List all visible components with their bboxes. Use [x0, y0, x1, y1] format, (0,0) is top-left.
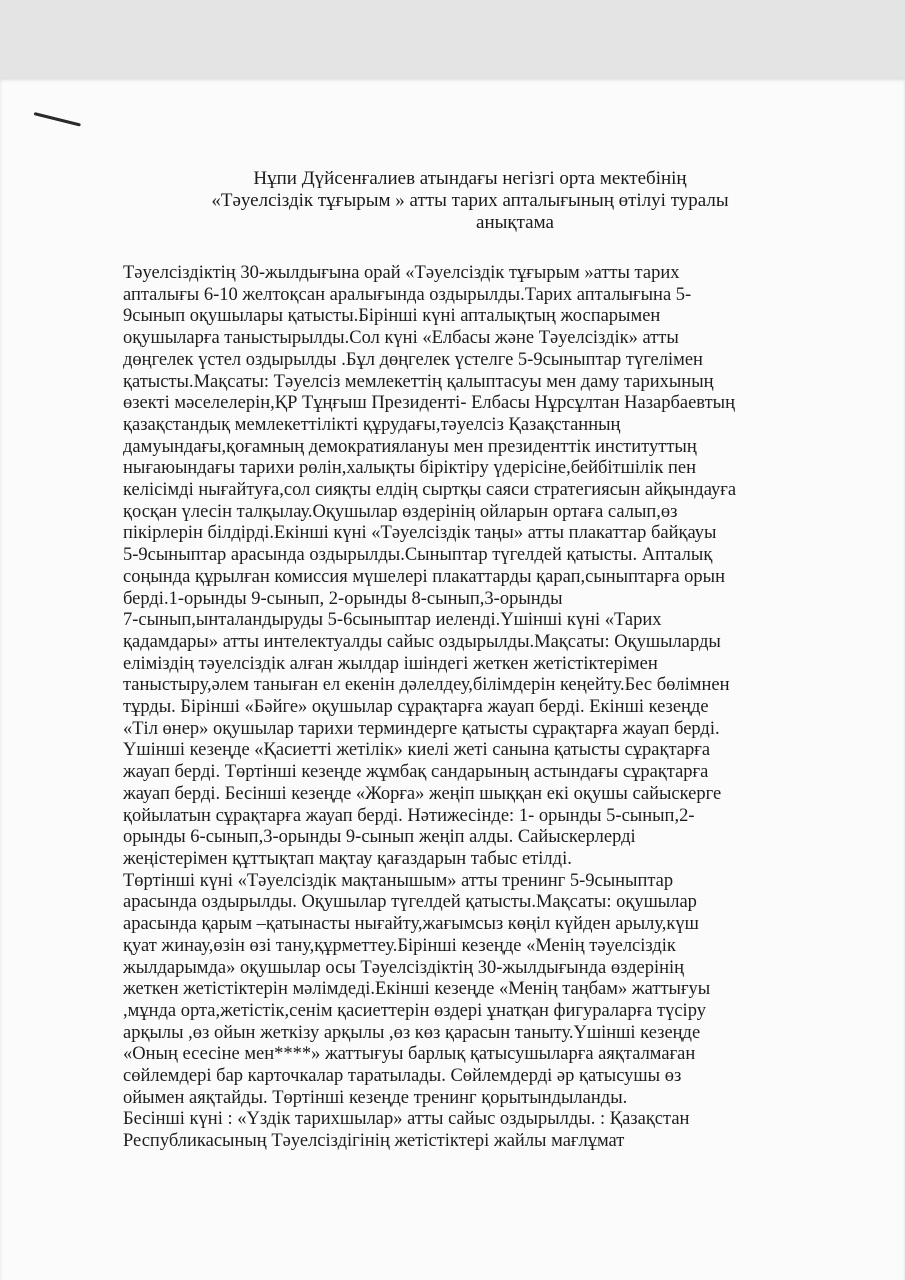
header-school-line: Нұпи Дүйсенғалиев атындағы негізгі орта мектебінің — [253, 168, 687, 189]
body-text-line: орынды 6-сынып,3-орынды 9-сынып жеңіп алды. Сайыскерлерді — [123, 827, 636, 848]
body-text-line: Бесінші күні : «Үздік тарихшылар» атты сайыс оздырылды. : Қазақстан — [123, 1109, 690, 1130]
body-text-line: жауап берді. Төртінші кезеңде жұмбақ сандарының астындағы сұрақтарға — [123, 762, 709, 783]
body-text-line: Төртінші күні «Тәуелсіздік мақтанышым» атты тренинг 5-9сыныптар — [123, 870, 674, 891]
body-text-line: 5-9сыныптар арасында оздырылды.Сыныптар түгелдей қатысты. Апталық — [123, 545, 713, 566]
body-text-line: пікірлерін білдірді.Екінші күні «Тәуелсіздік таңы» атты плакаттар байқауы — [123, 523, 717, 544]
body-text-line: таныстыру,әлем таныған ел екенін дәлелдеу,білімдерін кеңейту.Бес бөлімнен — [123, 675, 730, 696]
body-text-line: арасында қарым –қатынасты нығайту,жағымсыз көңіл күйден арылу,күш — [123, 914, 699, 935]
body-text-line: соңында құрылған комиссия мүшелері плакаттарды қарап,сыныптарға орын — [123, 566, 725, 587]
body-text-line: 9сынып оқушылары қатысты.Бірінші күні апталықтың жоспарымен — [123, 306, 661, 327]
body-text-line: Республикасының Тәуелсіздігінің жетістіктері жайлы мағлұмат — [123, 1131, 625, 1152]
header-event-line: «Тәуелсіздік тұғырым » атты тарих апталығының өтілуі туралы — [211, 190, 729, 211]
body-text-line: өзекті мәселелерін,ҚР Тұңғыш Президенті- Елбасы Нұрсұлтан Назарбаевтың — [123, 393, 735, 414]
body-text-line: жауап берді. Бесінші кезеңде «Жорға» жеңіп шыққан екі оқушы сайыскерге — [123, 783, 722, 804]
body-text-line: қойылатын сұрақтарға жауап берді. Нәтижесінде: 1- орынды 5-сынып,2- — [123, 805, 695, 826]
body-text-line: ,мұнда орта,жетістік,сенім қасиеттерін өздері ұнатқан фигураларға түсіру — [123, 1000, 706, 1021]
document-header — [150, 168, 790, 234]
body-text-line: қазақстандық мемлекеттілікті құрудағы,тәуелсіз Қазақстанның — [123, 414, 621, 435]
body-text-line: Үшінші кезеңде «Қасиетті жетілік» киелі жеті санына қатысты сұрақтарға — [123, 740, 711, 761]
body-text-line: қуат жинау,өзін өзі тану,құрметтеу.Бірінші кезеңде «Менің тәуелсіздік — [123, 935, 676, 956]
body-text-line: жеткен жетістіктерін мәлімдеді.Екінші кезеңде «Менің таңбам» жаттығуы — [123, 979, 711, 1000]
body-text-line: дөңгелек үстел оздырылды .Бұл дөңгелек үстелге 5-9сыныптар түгелімен — [123, 349, 703, 370]
body-text-line: «Оның есесіне мен****» жаттығуы барлық қатысушыларға аяқталмаған — [123, 1044, 696, 1065]
body-text-line: арасында оздырылды. Оқушылар түгелдей қатысты.Мақсаты: оқушылар — [123, 892, 697, 913]
body-text-line: нығаюындағы тарихи рөлін,халықты біріктіру үдерісіне,бейбітшілік пен — [123, 458, 697, 479]
body-text-line: Тәуелсіздіктің 30-жылдығына орай «Тәуелсіздік тұғырым »атты тарих — [123, 263, 680, 283]
body-text-line: арқылы ,өз ойын жеткізу арқылы ,өз көз қарасын таныту.Үшінші кезеңде — [123, 1022, 701, 1043]
body-text-line: қатысты.Мақсаты: Тәуелсіз мемлекеттің қалыптасуы мен даму тарихының — [123, 371, 714, 392]
body-text-line: келісімді нығайтуға,сол сияқты елдің сыртқы саяси стратегиясын айқындауға — [123, 480, 737, 501]
body-text-line: берді.1-орынды 9-сынып, 2-орынды 8-сынып,3-орынды — [123, 588, 563, 609]
body-text-line: жеңістерімен құттықтап мақтау қағаздарын табыс етілді. — [123, 848, 572, 869]
body-text-line: апталығы 6-10 желтоқсан аралығында оздырылды.Тарих апталығына 5- — [123, 284, 692, 305]
document-body — [123, 263, 833, 1153]
body-text-line: сөйлемдері бар карточкалар таратылады. Сөйлемдерді әр қатысушы өз — [123, 1066, 682, 1087]
body-text-line: дамуындағы,қоғамның демократиялануы мен президенттік институттың — [123, 436, 697, 457]
body-text-line: 7-сынып,ынталандыруды 5-6сыныптар иеленді.Үшінші күні «Тарих — [123, 610, 662, 631]
body-text-line: қосқан үлесін талқылау.Оқушылар өздерінің ойларын ортаға салып,өз — [123, 501, 678, 522]
body-text-line: ойымен аяқтайды. Төртінші кезеңде тренинг қорытындыланды. — [123, 1087, 628, 1108]
body-text-line: тұрды. Бірінші «Бәйге» оқушылар сұрақтарға жауап берді. Екінші кезеңде — [123, 697, 709, 718]
body-text-line: жылдарымда» оқушылар осы Тәуелсіздіктің 30-жылдығында өздерінің — [123, 957, 685, 978]
header-document-type: анықтама — [476, 212, 554, 233]
body-text-line: оқушыларға таныстырылды.Сол күні «Елбасы және Тәуелсіздік» атты — [123, 328, 679, 349]
body-text-line: «Тіл өнер» оқушылар тарихи терминдерге қатысты сұрақтарға жауап берді. — [123, 718, 720, 739]
body-text-line: еліміздің тәуелсіздік алған жылдар ішіндегі жеткен жетістіктерімен — [123, 653, 658, 674]
body-text-line: қадамдары» атты интелектуалды сайыс оздырылды.Мақсаты: Оқушыларды — [123, 631, 721, 652]
